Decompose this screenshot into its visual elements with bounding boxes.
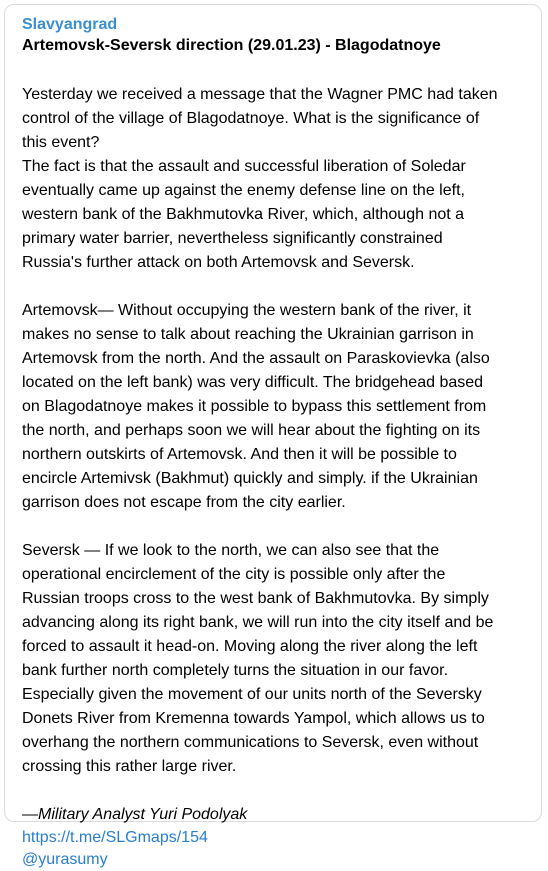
text-line: eventually came up against the enemy defense line on the left, xyxy=(22,182,465,199)
text-line: located on the left bank) was very difficult. The bridgehead based xyxy=(22,374,484,391)
channel-name[interactable]: Slavyangrad xyxy=(22,16,118,33)
text-line: on Blagodatnoye makes it possible to bypass this settlement from xyxy=(22,398,487,415)
text-line: Yesterday we received a message that the Wagner PMC had taken xyxy=(22,86,498,103)
text-line: western bank of the Bakhmutovka River, which, although not a xyxy=(22,206,465,223)
seversk-paragraph xyxy=(22,539,525,779)
text-line: overhang the northern communications to Seversk, even without xyxy=(22,734,479,751)
text-line: the north, and perhaps soon we will hear about the fighting on its xyxy=(22,422,481,439)
text-line: this event? xyxy=(22,134,100,151)
text-line: Russia's further attack on both Artemovsk and Seversk. xyxy=(22,254,415,271)
text-line: bank further north completely turns the situation in our favor. xyxy=(22,662,449,679)
text-line: makes no sense to talk about reaching the Ukrainian garrison in xyxy=(22,326,474,343)
text-line: Artemovsk— Without occupying the western bank of the river, it xyxy=(22,302,472,319)
text-line: crossing this rather large river. xyxy=(22,758,237,775)
source-link[interactable]: https://t.me/SLGmaps/154 xyxy=(22,829,208,846)
text-line: Seversk — If we look to the north, we can also see that the xyxy=(22,542,440,559)
message-bubble xyxy=(4,4,542,868)
paragraph-gap xyxy=(22,515,525,539)
text-line: Especially given the movement of our units north of the Seversky xyxy=(22,686,482,703)
artemovsk-paragraph xyxy=(22,299,525,515)
text-line: forced to assault it head-on. Moving along the river along the left xyxy=(22,638,478,655)
paragraph-gap xyxy=(22,779,525,803)
text-line: northern outskirts of Artemovsk. And then it will be possible to xyxy=(22,446,457,463)
text-line: Donets River from Kremenna towards Yampol, which allows us to xyxy=(22,710,485,727)
text-line: control of the village of Blagodatnoye. What is the significance of xyxy=(22,110,480,127)
author-signature: —Military Analyst Yuri Podolyak xyxy=(22,806,248,823)
paragraph-gap xyxy=(22,275,525,299)
text-line: Artemovsk from the north. And the assault on Paraskovievka (also xyxy=(22,350,490,367)
intro-paragraph xyxy=(22,83,525,275)
text-line: The fact is that the assault and successful liberation of Soledar xyxy=(22,158,466,175)
text-line: primary water barrier, nevertheless significantly constrained xyxy=(22,230,443,247)
text-line: encircle Artemivsk (Bakhmut) quickly and simply. if the Ukrainian xyxy=(22,470,478,487)
message-content xyxy=(5,5,541,871)
post-headline: Artemovsk-Seversk direction (29.01.23) - Blagodatnoye xyxy=(22,37,441,54)
author-handle-link[interactable]: @yurasumy xyxy=(22,851,108,868)
text-line: advancing along its right bank, we will run into the city itself and be xyxy=(22,614,494,631)
text-line: operational encirclement of the city is possible only after the xyxy=(22,566,446,583)
text-line: Russian troops cross to the west bank of Bakhmutovka. By simply xyxy=(22,590,489,607)
text-line: garrison does not escape from the city earlier. xyxy=(22,494,346,511)
